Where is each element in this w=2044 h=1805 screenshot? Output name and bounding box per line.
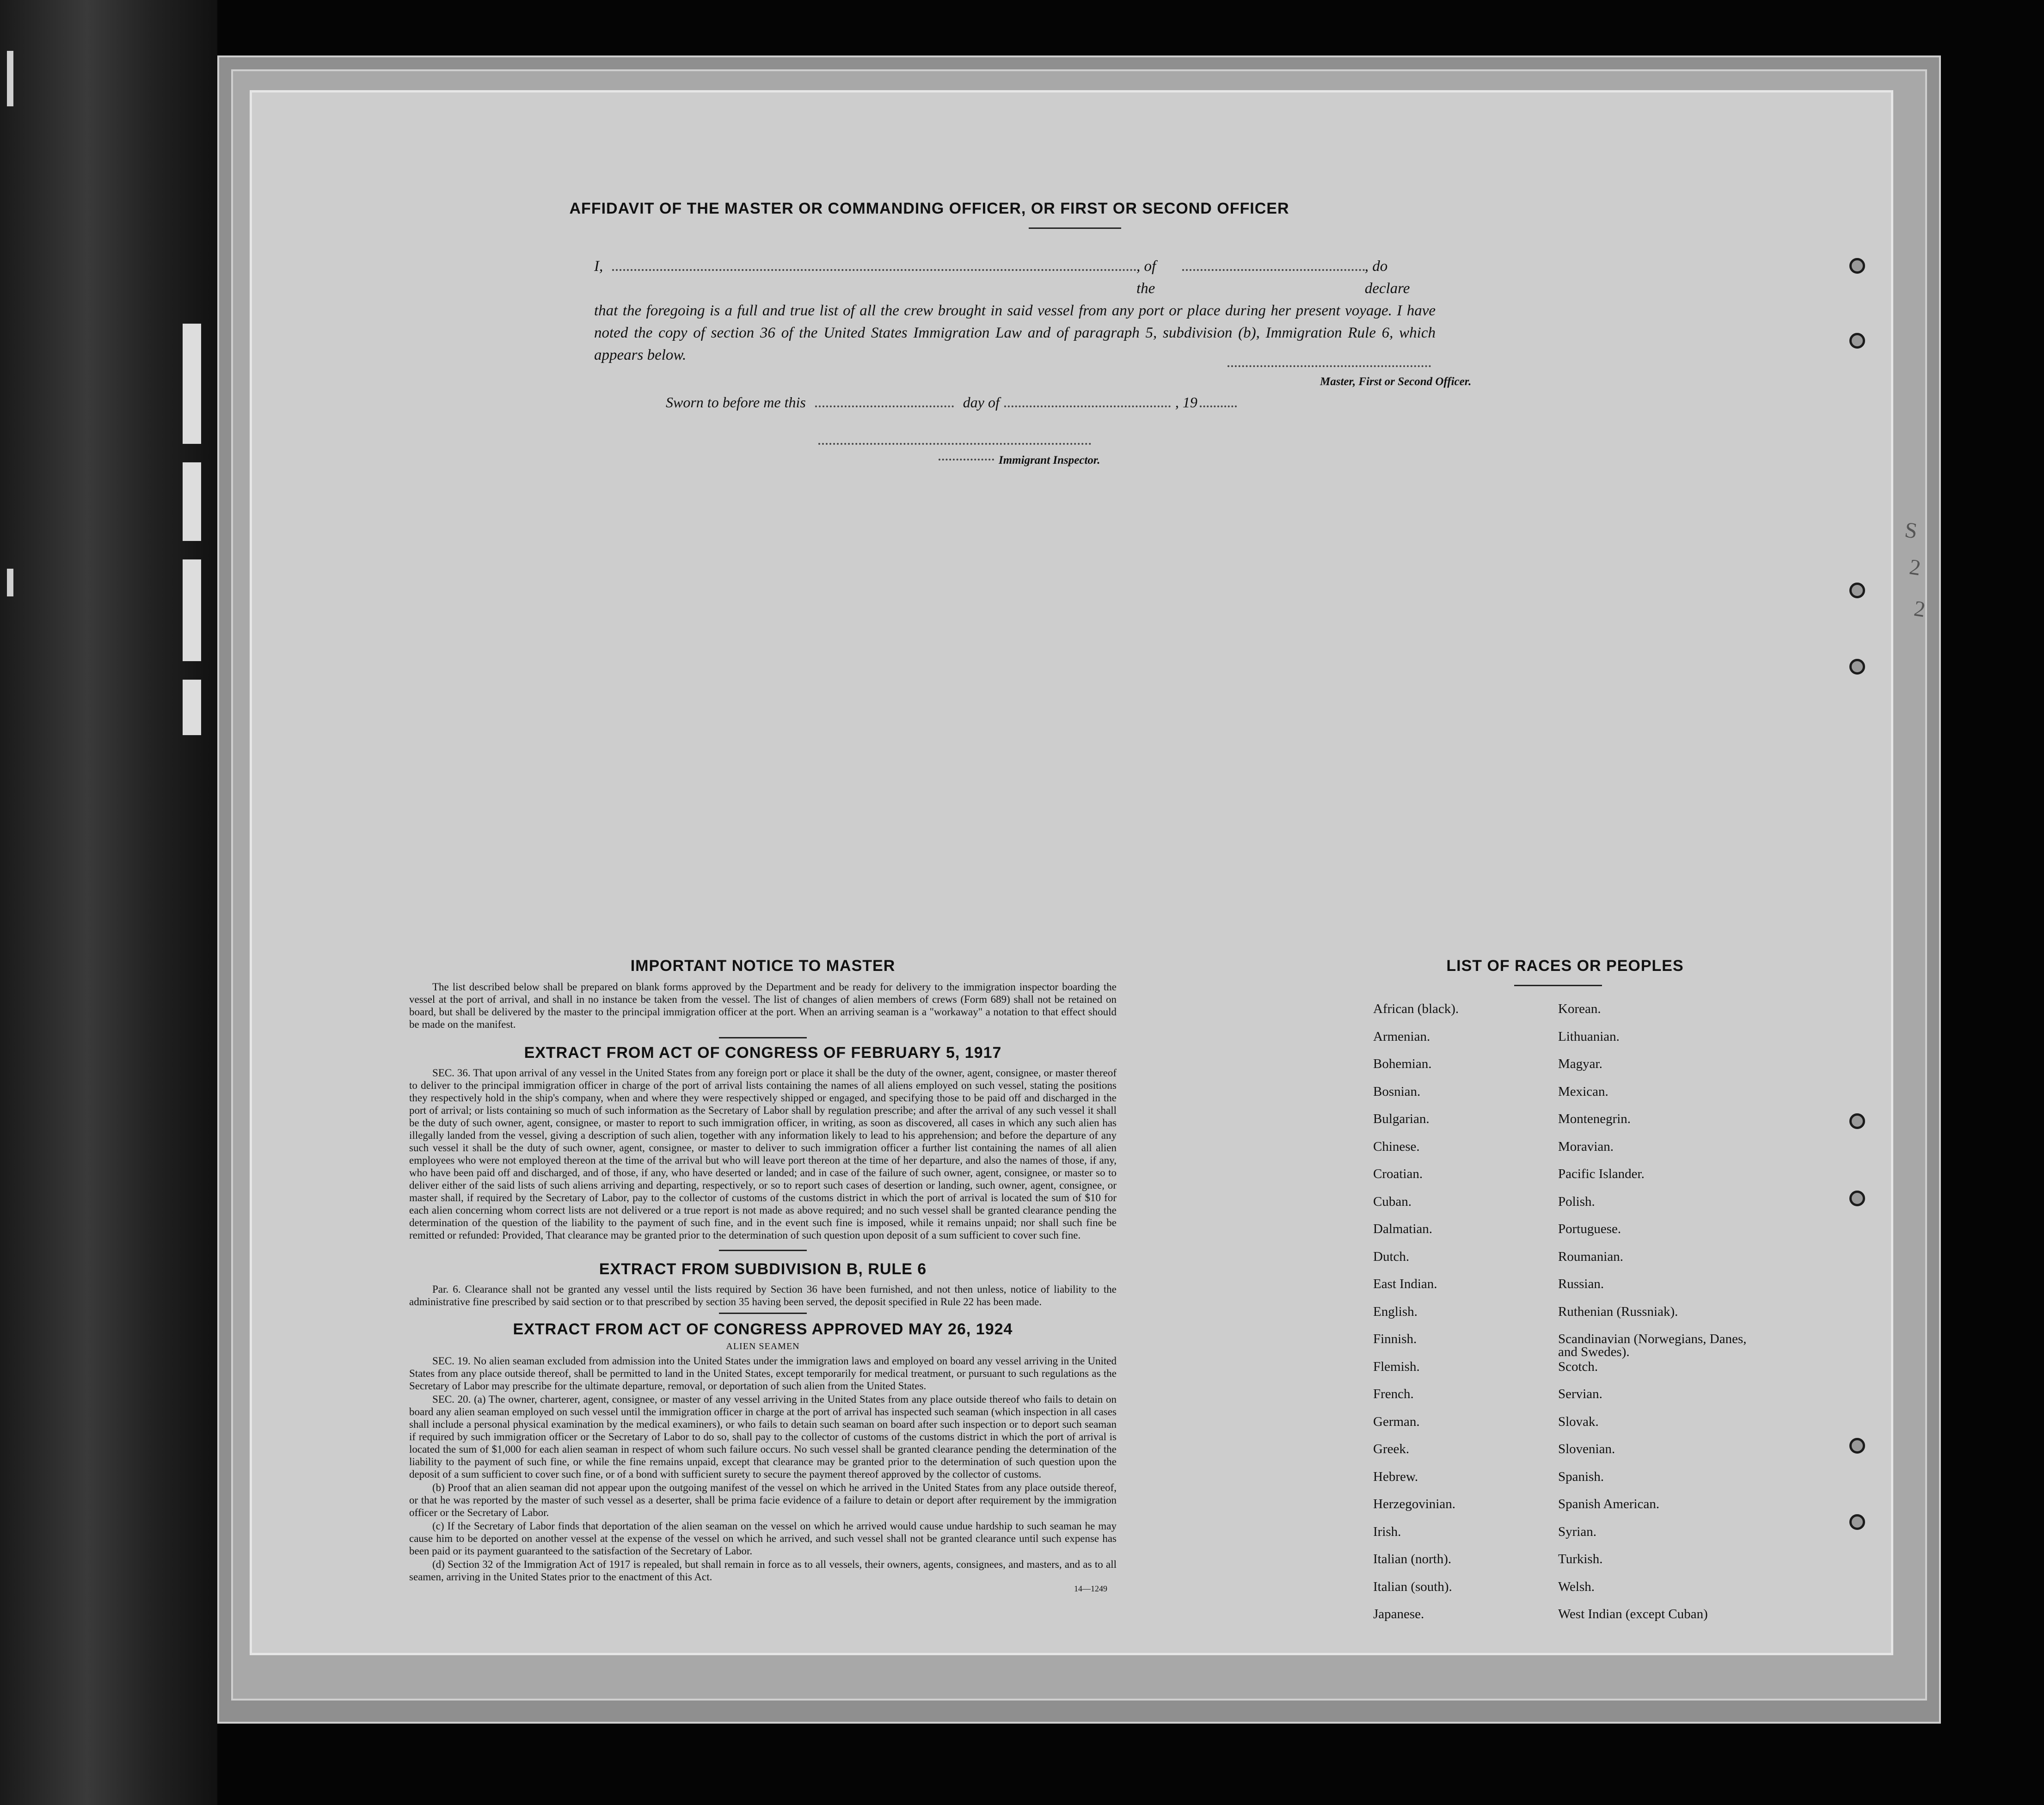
extract-1917-paragraph: SEC. 36. That upon arrival of any vessel in the United States from any foreign port or place it shall be the duty of the owner, agent, consignee, or master thereof to deliver to the principal immigration officer in charge of the port of arrival lists containing the names of all aliens employed on such vessel, stating the positions they respectively hold in the ship's company, when and where they were respectively shipped or engaged, and specifying those to be paid off and discharged in the port of arrival; or lists containing so much of such information as the Secretary of Labor shall by regulation prescribe; and after the arrival of any such vessel it shall be the duty of such owner, agent, consignee, or master to report to such immigration officer, in writing, as soon as discovered, all cases in which any such alien has illegally landed from the vessel, giving a description of such alien, together with any information likely to lead to his apprehension; and before the departure of any such vessel it shall be the duty of such owner, agent, consignee, or master to deliver to such immigration officer a further list containing the names of all alien employees who were not employed thereon at the time of the arrival but who will leave port thereon at the time of her departure, and also the names of those, if any, who have been paid off and discharged, and of those, if any, who have deserted or landed; and in case of the failure of such owner, agent, consignee, or master so to deliver either of the said lists of such aliens arriving and departing, respectively, or so to report such cases of desertion or landing, such owner, agent, consignee, or master shall, if required by the Secretary of Labor, pay to the collector of customs of the customs district in which the port of arrival is located the sum of $10 for each alien concerning whom correct lists are not delivered or a true report is not made as above required; and no such vessel shall be granted clearance pending the determination of the question of the liability to the payment of such fine, and in the event such fine is imposed, while it remains unpaid; nor shall such fine be remitted or refunded: Provided, That clearance may be granted prior to the determination of such question upon deposit of a sum sufficient to cover such fine. [409,1067,1117,1241]
race-item: Ruthenian (Russniak). [1558,1304,1678,1319]
race-item: Scotch. [1558,1359,1598,1374]
binding-tab [183,462,201,541]
race-item: Dutch. [1373,1249,1410,1264]
declaration-line [594,255,1436,300]
binding-tab [183,680,201,735]
race-item: Chinese. [1373,1139,1420,1154]
signature-field[interactable] [1228,365,1431,367]
race-item: Turkish. [1558,1552,1603,1566]
notice-text [409,981,1117,1031]
race-item: Greek. [1373,1442,1410,1456]
binding-tab [183,559,201,661]
binder-hole [1849,258,1865,274]
sworn-day-of: day of [963,394,1000,411]
race-item: Moravian. [1558,1139,1614,1154]
race-item: Irish. [1373,1524,1401,1539]
race-item: Servian. [1558,1387,1602,1401]
extract-rule6-paragraph: Par. 6. Clearance shall not be granted any vessel until the lists required by Section 36 have been furnished, and not then unless, notice of liability to the administrative fine prescribed by said section or to that prescribed by section 35 having been served, the deposit specified in Rule 22 has been made. [409,1283,1117,1308]
extract-1924-paragraph: SEC. 20. (a) The owner, charterer, agent, consignee, or master of any vessel arriving in the United States from any place outside thereof who fails to detain on board any alien seaman employed on such vessel until the immigration officer in charge at the port of arrival has inspected such seaman (which inspection in all cases shall include a personal physical examination by the medical examiners), or who fails to detain such seaman on board after such inspection or to deport such seaman if required by such immigration officer or the Secretary of Labor to do so, shall pay to the collector of customs of the customs district in which the port of arrival is located the sum of $1,000 for each alien seaman in respect of whom such failure occurs. No such vessel shall be granted clearance pending the determination of the liability to the payment of such fine, or while the fine remains unpaid, except that clearance may be granted prior to the determination of such question upon the deposit of a sum sufficient to cover such fine, or of a bond with sufficient surety to secure the payment thereof approved by the collector of customs. [409,1394,1117,1480]
affidavit-title: AFFIDAVIT OF THE MASTER OR COMMANDING OFFICER, OR FIRST OR SECOND OFFICER [569,200,1289,217]
binder-hole [1849,583,1865,598]
notice-paragraph: The list described below shall be prepared on blank forms approved by the Department and be ready for delivery to the immigration inspector boarding the vessel at the port of arrival, and shall in no instance be taken from the vessel. The list of changes of alien members of crews (Form 689) shall not be retained on board, but shall be delivered by the master to the principal immigration officer at the port. When an arriving seaman is a "workaway" a notation to that effect should be made on the manifest. [409,981,1117,1030]
race-item: Mexican. [1558,1084,1608,1099]
race-item: Portuguese. [1558,1222,1621,1236]
pencil-mark: S [1903,517,1919,544]
race-item: Syrian. [1558,1524,1596,1539]
race-item: Slovak. [1558,1414,1599,1429]
edge-mark [7,569,13,596]
race-item: East Indian. [1373,1277,1437,1291]
races-title: LIST OF RACES OR PEOPLES [1446,957,1684,975]
divider [1514,985,1602,986]
inspector-prefix-field [939,459,994,460]
race-item: Welsh. [1558,1579,1595,1594]
extract-1924-paragraph: (b) Proof that an alien seaman did not appear upon the outgoing manifest of the vessel on which he arrived in the United States from any place outside thereof, or that he was reported by the master of such vessel as a deserter, shall be prima facie evidence of a failure to detain or deport after requirement by the immigration officer or the Secretary of Labor. [409,1482,1117,1518]
race-item: Lithuanian. [1558,1029,1620,1044]
race-item: Roumanian. [1558,1249,1623,1264]
manifest-page [250,90,1893,1655]
sworn-prefix: Sworn to before me this [666,394,806,411]
affidavit-declaration [594,255,1436,366]
race-item: Japanese. [1373,1607,1424,1621]
race-item: Magyar. [1558,1056,1602,1071]
race-item: Flemish. [1373,1359,1420,1374]
binder-hole [1849,333,1865,349]
race-item: French. [1373,1387,1414,1401]
sworn-month-field[interactable] [1004,405,1171,407]
race-item: Armenian. [1373,1029,1430,1044]
sworn-year: , 19 [1175,394,1197,411]
race-item: Spanish. [1558,1469,1604,1484]
pencil-mark: 2 [1912,596,1927,622]
race-item: German. [1373,1414,1420,1429]
race-item: Croatian. [1373,1166,1423,1181]
extract-1924-paragraph: (c) If the Secretary of Labor finds that deportation of the alien seaman on the vessel on which he arrived would cause undue hardship to such seaman he may cause him to be deported on another vessel at the expense of the vessel on which he arrived, and such vessel shall not be granted clearance until such expense has been paid or its payment guaranteed to the satisfaction of the Secretary of Labor. [409,1520,1117,1557]
sworn-day-field[interactable] [815,405,954,407]
extract-rule6-text [409,1283,1117,1308]
signature-label: Master, First or Second Officer. [1320,375,1472,388]
binder-hole [1849,1514,1865,1530]
divider [719,1037,807,1038]
divider [1029,227,1121,229]
sworn-line [666,394,1237,411]
declare-label: , do declare [1364,258,1410,297]
affidavit-body: that the foregoing is a full and true list of all the crew brought in said vessel from any port or place during her present voyage. I have noted the copy of section 36 of the United States Immigration Law and of paragraph 5, subdivision (b), Immigration Rule 6, which appears below. [594,302,1436,363]
divider [719,1313,807,1314]
sworn-year-field[interactable] [1200,405,1237,407]
extract-rule6-title: EXTRACT FROM SUBDIVISION B, RULE 6 [599,1260,927,1278]
race-item: Dalmatian. [1373,1222,1433,1236]
race-item: African (black). [1373,1001,1459,1016]
race-item: Bohemian. [1373,1056,1432,1071]
binder-hole [1849,1438,1865,1454]
inspector-label: Immigrant Inspector. [999,454,1100,467]
race-item: Cuban. [1373,1194,1412,1209]
extract-1917-title: EXTRACT FROM ACT OF CONGRESS OF FEBRUARY 5, 1917 [524,1044,1002,1062]
pencil-mark: 2 [1908,554,1922,581]
notice-title: IMPORTANT NOTICE TO MASTER [630,957,896,975]
race-item: Korean. [1558,1001,1601,1016]
race-item: Finnish. [1373,1332,1417,1346]
extract-1924-title: EXTRACT FROM ACT OF CONGRESS APPROVED MAY 26, 1924 [513,1320,1013,1338]
binder-hole [1849,1113,1865,1129]
race-item: Pacific Islander. [1558,1166,1645,1181]
vessel-of-label: , of the [1136,258,1156,297]
race-item: Spanish American. [1558,1497,1660,1511]
race-item: Bosnian. [1373,1084,1421,1099]
extract-1924-paragraph: (d) Section 32 of the Immigration Act of 1917 is repealed, but shall remain in force as to all vessels, their owners, agents, consignees, and masters, and as to all seamen, arriving in the United States prior to the enactment of this Act. [409,1559,1117,1583]
binding-tab [183,324,201,444]
race-item: Italian (south). [1373,1579,1452,1594]
extract-1917-text [409,1067,1117,1241]
declarant-name-field[interactable] [612,269,1136,271]
inspector-signature-field[interactable] [818,443,1091,445]
form-number: 14—1249 [1074,1584,1107,1593]
vessel-name-field[interactable] [1182,269,1364,271]
declarant-prefix: I, [594,258,603,275]
race-item: Bulgarian. [1373,1111,1430,1126]
extract-1924-paragraph: SEC. 19. No alien seaman excluded from admission into the United States under the immigration laws and employed on board any vessel arriving in the United States from any place outside thereof, shall be permitted to land in the United States, except temporarily for medical treatment, or pursuant to such regulations as the Secretary of Labor may prescribe for the ultimate departure, removal, or deportation of such alien from the United States. [409,1355,1117,1392]
binder-hole [1849,659,1865,675]
race-item: West Indian (except Cuban) [1558,1607,1708,1621]
binder-hole [1849,1191,1865,1206]
extract-1924-subtitle: ALIEN SEAMEN [726,1341,800,1351]
edge-mark [7,51,13,106]
divider [719,1250,807,1251]
race-item: Italian (north). [1373,1552,1452,1566]
book-binding [0,0,217,1805]
race-item: Herzegovinian. [1373,1497,1455,1511]
race-item: English. [1373,1304,1418,1319]
notice-section [409,957,1117,1594]
race-item: Montenegrin. [1558,1111,1631,1126]
race-item: Polish. [1558,1194,1595,1209]
extract-1924-text [409,1355,1117,1583]
race-item: Russian. [1558,1277,1604,1291]
race-item: Slovenian. [1558,1442,1615,1456]
race-item: Hebrew. [1373,1469,1418,1484]
race-item: Scandinavian (Norwegians, Danes, and Swedes). [1558,1332,1747,1359]
